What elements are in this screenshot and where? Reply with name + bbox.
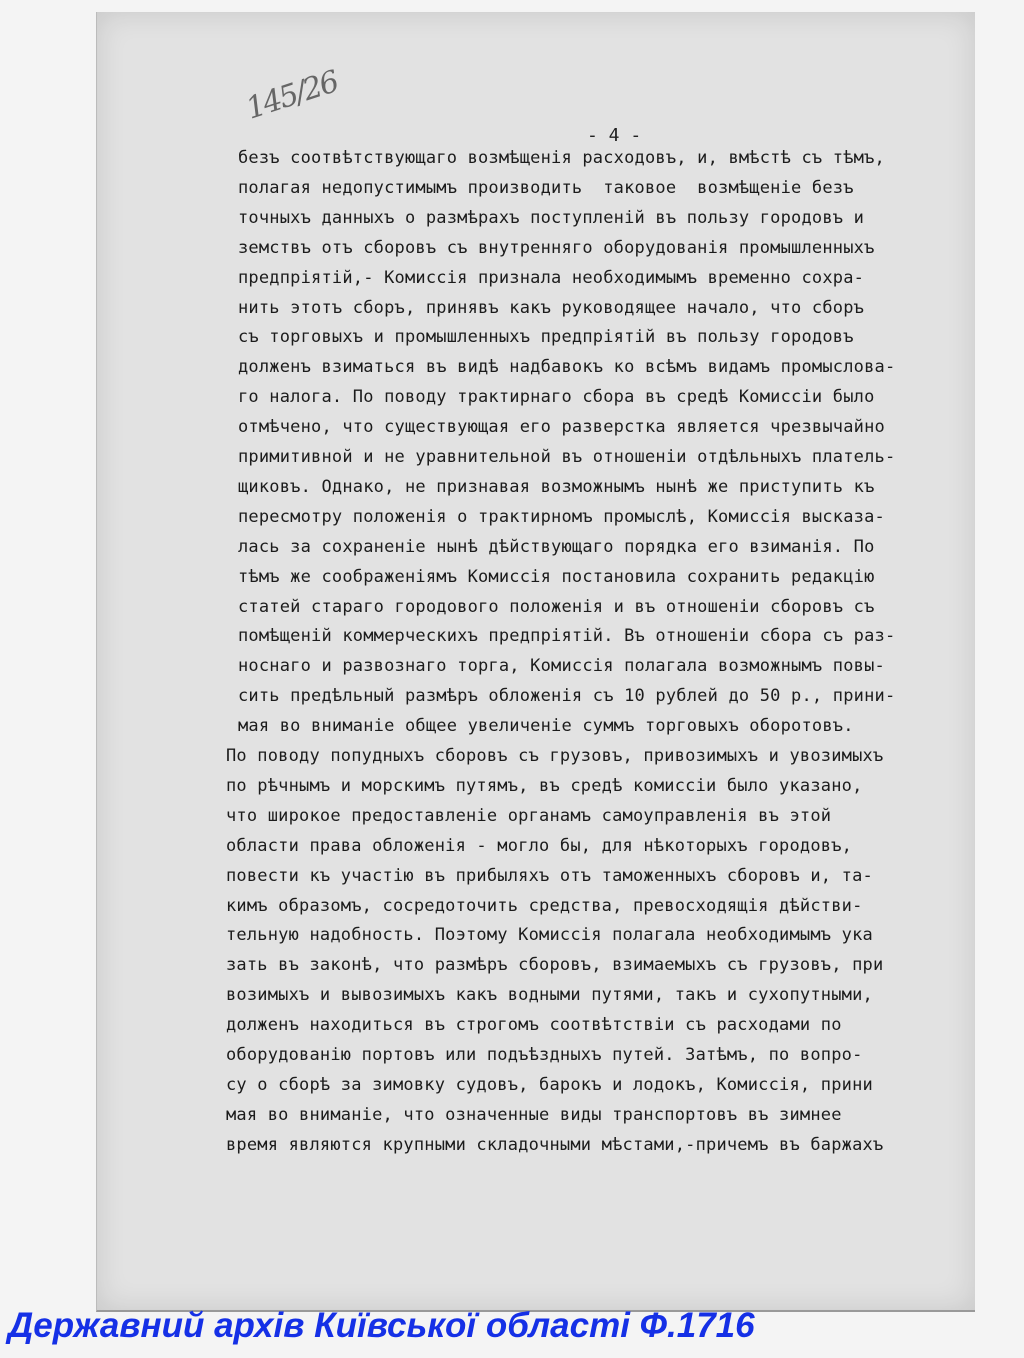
text-line: По поводу попудныхъ сборовъ съ грузовъ, привозимыхъ и увозимыхъ [226, 746, 884, 766]
text-line: примитивной и не уравнительной въ отношеніи отдѣльныхъ платель- [238, 447, 896, 467]
text-line: время являются крупными складочными мѣстами,-причемъ въ баржахъ [226, 1134, 884, 1155]
archive-watermark: Державний архів Київської області Ф.1716 [8, 1306, 755, 1345]
text-line: полагая недопустимымъ производить таковое возмѣщеніе безъ [238, 177, 854, 198]
text-line: мая во вниманіе общее увеличеніе суммъ торговыхъ оборотовъ. [238, 716, 854, 737]
text-line: носнаго и развознаго торга, Комиссія полагала возможнымъ повы- [238, 656, 885, 677]
text-line: повести къ участію въ прибыляхъ отъ таможенныхъ сборовъ и, та- [226, 865, 873, 886]
text-line: сить предѣльный размѣръ обложенія съ 10 рублей до 50 р., прини- [238, 686, 896, 707]
text-line: предпріятій,- Комиссія признала необходимымъ временно сохра- [238, 267, 865, 288]
text-line: щиковъ. Однако, не признавая возможнымъ нынѣ же приступить къ [238, 476, 875, 497]
archive-number-handwritten: 145/26 [241, 64, 342, 127]
page-number: - 4 - [587, 125, 642, 146]
text-line: го налога. По поводу трактирнаго сбора въ средѣ Комиссіи было [238, 387, 875, 408]
text-line: долженъ взиматься въ видѣ надбавокъ ко всѣмъ видамъ промыслова- [238, 357, 896, 378]
text-line: съ торговыхъ и промышленныхъ предпріятій въ пользу городовъ [238, 327, 854, 348]
text-line: отмѣчено, что существующая его разверстка является чрезвычайно [238, 417, 885, 438]
text-line: зать въ законѣ, что размѣръ сборовъ, взимаемыхъ съ грузовъ, при [226, 955, 884, 976]
text-line: возимыхъ и вывозимыхъ какъ водными путями, такъ и сухопутными, [226, 985, 873, 1006]
text-line: нить этотъ сборъ, принявъ какъ руководящее начало, что сборъ [238, 297, 865, 318]
text-line: оборудованію портовъ или подъѣздныхъ путей. Затѣмъ, по вопро- [226, 1045, 863, 1065]
text-line: помѣщеній коммерческихъ предпріятій. Въ отношеніи сбора съ раз- [238, 626, 896, 647]
text-line: безъ соотвѣтствующаго возмѣщенія расходовъ, и, вмѣстѣ съ тѣмъ, [238, 148, 885, 168]
text-line: су о сборѣ за зимовку судовъ, барокъ и лодокъ, Комиссія, прини [226, 1074, 873, 1095]
text-line: статей стараго городового положенія и въ отношеніи сборовъ съ [238, 596, 875, 617]
text-line: долженъ находиться въ строгомъ соотвѣтствіи съ расходами по [226, 1015, 842, 1036]
text-line: пересмотру положенія о трактирномъ промыслѣ, Комиссія высказа- [238, 506, 885, 527]
text-line: тѣмъ же соображеніямъ Комиссія постановила сохранить редакцію [238, 566, 875, 587]
text-line: по рѣчнымъ и морскимъ путямъ, въ средѣ комиссіи было указано, [226, 775, 863, 796]
text-line: тельную надобность. Поэтому Комиссія полагала необходимымъ ука [226, 925, 873, 946]
text-line: лась за сохраненіе нынѣ дѣйствующаго порядка его взиманія. По [238, 536, 875, 557]
text-line: земствъ отъ сборовъ съ внутренняго оборудованія промышленныхъ [238, 237, 875, 258]
text-line: мая во вниманіе, что означенные виды транспортовъ въ зимнее [226, 1104, 842, 1125]
text-line: что широкое предоставленіе органамъ самоуправленія въ этой [226, 805, 832, 826]
text-line: области права обложенія - могло бы, для нѣкоторыхъ городовъ, [226, 835, 853, 856]
text-line: кимъ образомъ, сосредоточить средства, превосходящія дѣйстви- [226, 895, 863, 916]
text-line: точныхъ данныхъ о размѣрахъ поступленій въ пользу городовъ и [238, 207, 865, 228]
